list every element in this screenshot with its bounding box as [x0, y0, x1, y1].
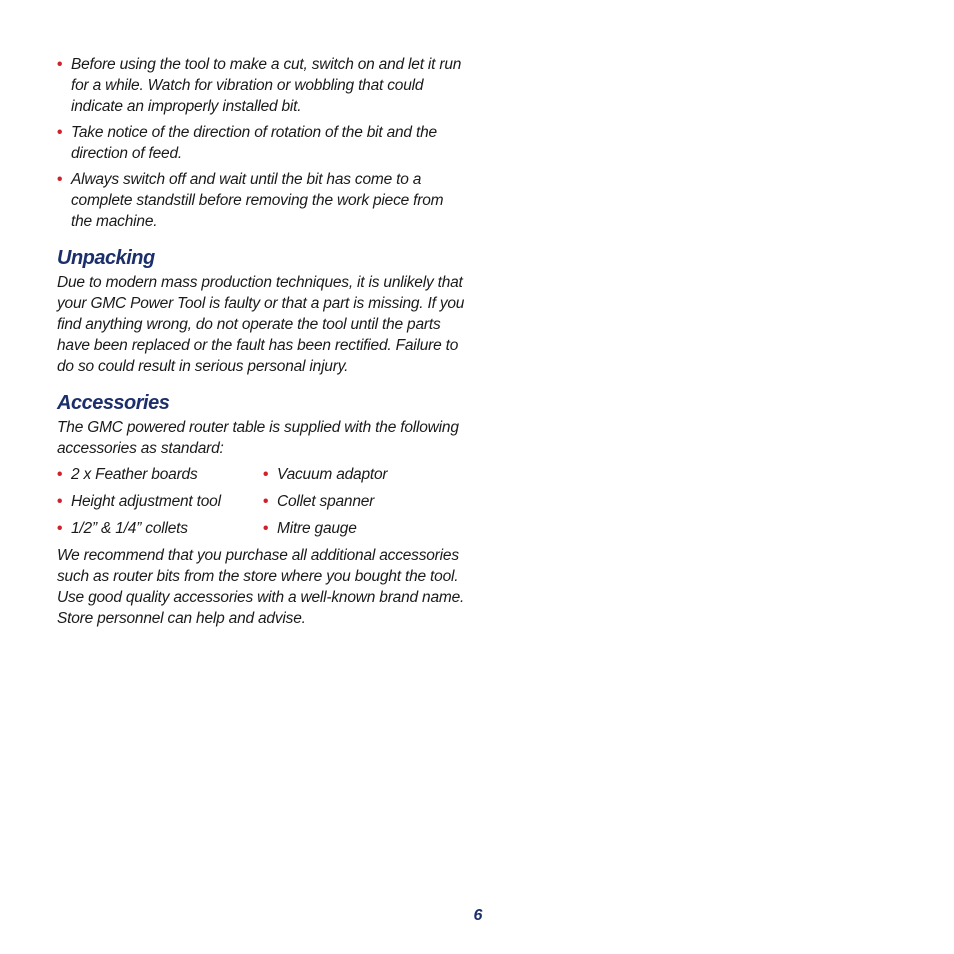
bullet-icon: • — [263, 520, 269, 537]
bullet-icon: • — [263, 466, 269, 483]
list-item — [57, 122, 467, 164]
accessories-intro: The GMC powered router table is supplied with the following accessories as standard: — [57, 419, 459, 457]
list-item — [57, 54, 467, 117]
bullet-icon: • — [57, 124, 63, 141]
bullet-icon: • — [57, 56, 63, 73]
bullet-icon: • — [57, 466, 63, 483]
text-column — [57, 54, 467, 629]
list-item — [57, 491, 263, 512]
bullet-text: Before using the tool to make a cut, switch on and let it run for a while. Watch for vibration or wobbling that could indicate an improperly installed bit. — [71, 56, 462, 115]
list-item — [57, 169, 467, 232]
list-item — [57, 464, 263, 485]
list-item — [263, 491, 463, 512]
accessories-list — [57, 464, 467, 539]
accessory-label: Vacuum adaptor — [277, 466, 388, 483]
accessory-label: 1/2” & 1/4” collets — [71, 520, 188, 537]
accessory-label: Height adjustment tool — [71, 493, 221, 510]
list-item — [263, 464, 463, 485]
bullet-icon: • — [263, 493, 269, 510]
bullet-text: Always switch off and wait until the bit has come to a complete standstill before removing the work piece from the machine. — [71, 171, 444, 230]
recommendation-paragraph: We recommend that you purchase all additional accessories such as router bits from the store where you bought the tool. Use good quality accessories with a well-known brand name. Store personnel can help and advise. — [57, 547, 465, 627]
accessory-label: Collet spanner — [277, 493, 375, 510]
unpacking-paragraph: Due to modern mass production techniques, it is unlikely that your GMC Power Tool is faulty or that a part is missing. If you find anything wrong, do not operate the tool until the parts have been replaced or the fault has been rectified. Failure to do so could result in serious personal injury. — [57, 274, 465, 375]
list-item — [57, 518, 263, 539]
page-number: 6 — [473, 907, 483, 924]
bullet-icon: • — [57, 171, 63, 188]
bullet-icon: • — [57, 520, 63, 537]
accessory-label: 2 x Feather boards — [71, 466, 198, 483]
accessories-heading: Accessories — [57, 392, 170, 414]
safety-bullet-list — [57, 54, 467, 232]
accessory-label: Mitre gauge — [277, 520, 357, 537]
bullet-icon: • — [57, 493, 63, 510]
bullet-text: Take notice of the direction of rotation of the bit and the direction of feed. — [71, 124, 437, 162]
list-item — [263, 518, 463, 539]
unpacking-heading: Unpacking — [57, 247, 155, 269]
